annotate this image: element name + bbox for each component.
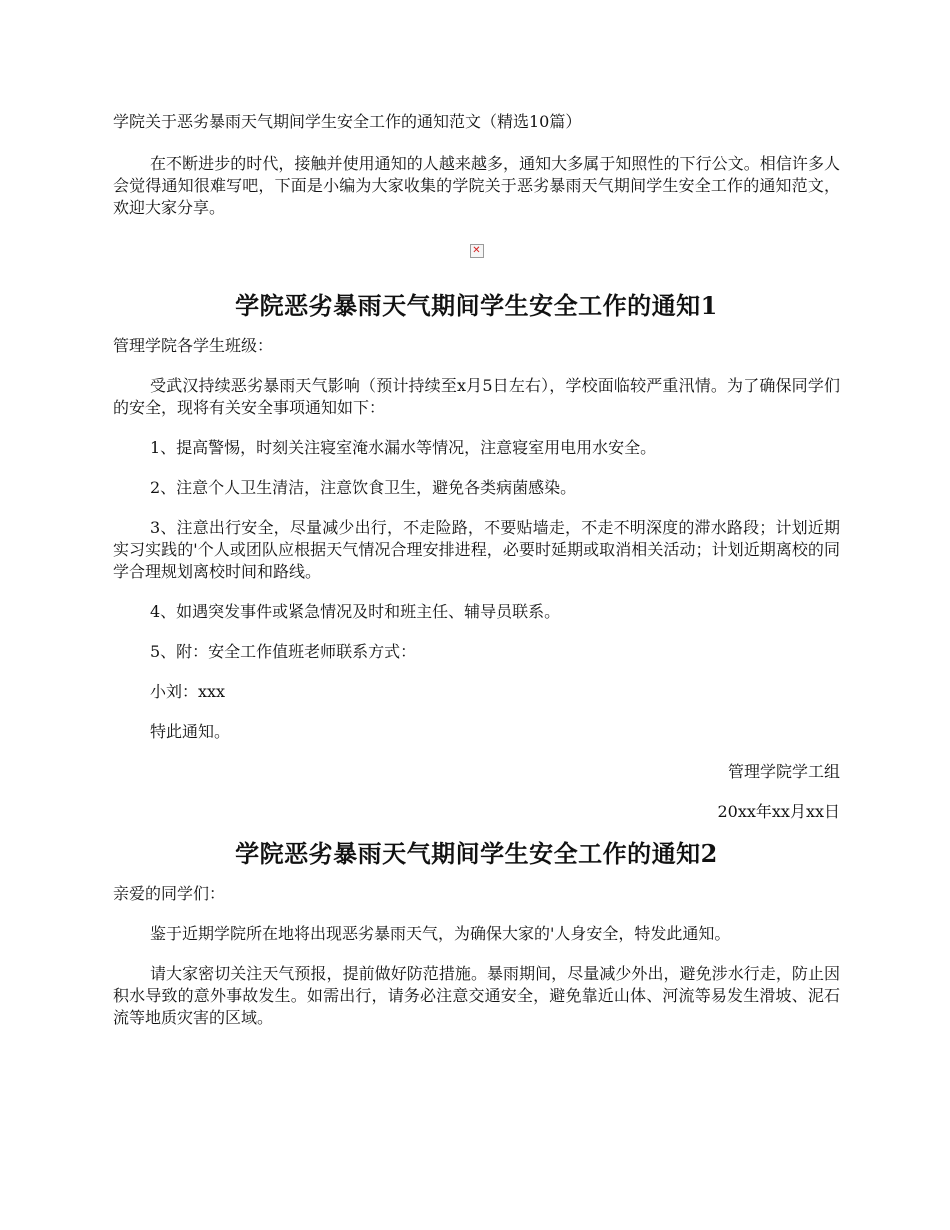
- notice2-salutation: 亲爱的同学们：: [113, 884, 226, 903]
- notice2-heading: 学院恶劣暴雨天气期间学生安全工作的通知2: [235, 839, 718, 868]
- notice1-item-4: 4、如遇突发事件或紧急情况及时和班主任、辅导员联系。: [150, 602, 561, 621]
- notice1-closing: 特此通知。: [150, 722, 231, 741]
- embedded-image: [113, 243, 840, 263]
- document-page: [113, 111, 840, 1029]
- notice2-paragraph-2: 请大家密切关注天气预报，提前做好防范措施。暴雨期间，尽量减少外出，避免涉水行走，防止因积水导致的意外事故发生。如需出行，请务必注意交通安全，避免靠近山体、河流等易发生滑坡、泥石流等地质灾害的区域。: [113, 964, 840, 1027]
- notice1-item-3: 3、注意出行安全，尽量减少出行，不走险路，不要贴墙走，不走不明深度的滞水路段；计划近期实习实践的'个人或团队应根据天气情况合理安排进程，必要时延期或取消相关活动；计划近期离校的同学合理规划离校时间和路线。: [113, 518, 840, 581]
- notice1-contact: 小刘：xxx: [150, 682, 226, 701]
- notice1-item-5: 5、附：安全工作值班老师联系方式：: [150, 642, 417, 661]
- notice1-salutation: 管理学院各学生班级：: [113, 336, 274, 355]
- notice1-heading: 学院恶劣暴雨天气期间学生安全工作的通知1: [235, 291, 718, 320]
- broken-image-icon: ✕: [470, 244, 484, 258]
- notice2-paragraph-1: 鉴于近期学院所在地将出现恶劣暴雨天气，为确保大家的'人身安全，特发此通知。: [150, 924, 731, 943]
- document-title: 学院关于恶劣暴雨天气期间学生安全工作的通知范文（精选10篇）: [113, 112, 582, 131]
- notice1-item-2: 2、注意个人卫生清洁，注意饮食卫生，避免各类病菌感染。: [150, 478, 577, 497]
- notice1-opening: 受武汉持续恶劣暴雨天气影响（预计持续至x月5日左右），学校面临较严重汛情。为了确保同学们的安全，现将有关安全事项通知如下：: [113, 376, 840, 417]
- notice1-signature: 管理学院学工组: [727, 762, 840, 781]
- notice1-date: 20xx年xx月xx日: [717, 802, 840, 821]
- notice1-item-1: 1、提高警惕，时刻关注寝室淹水漏水等情况，注意寝室用电用水安全。: [150, 438, 657, 457]
- intro-paragraph: 在不断进步的时代，接触并使用通知的人越来越多，通知大多属于知照性的下行公文。相信许多人会觉得通知很难写吧，下面是小编为大家收集的学院关于恶劣暴雨天气期间学生安全工作的通知范文，欢迎大家分享。: [113, 154, 840, 217]
